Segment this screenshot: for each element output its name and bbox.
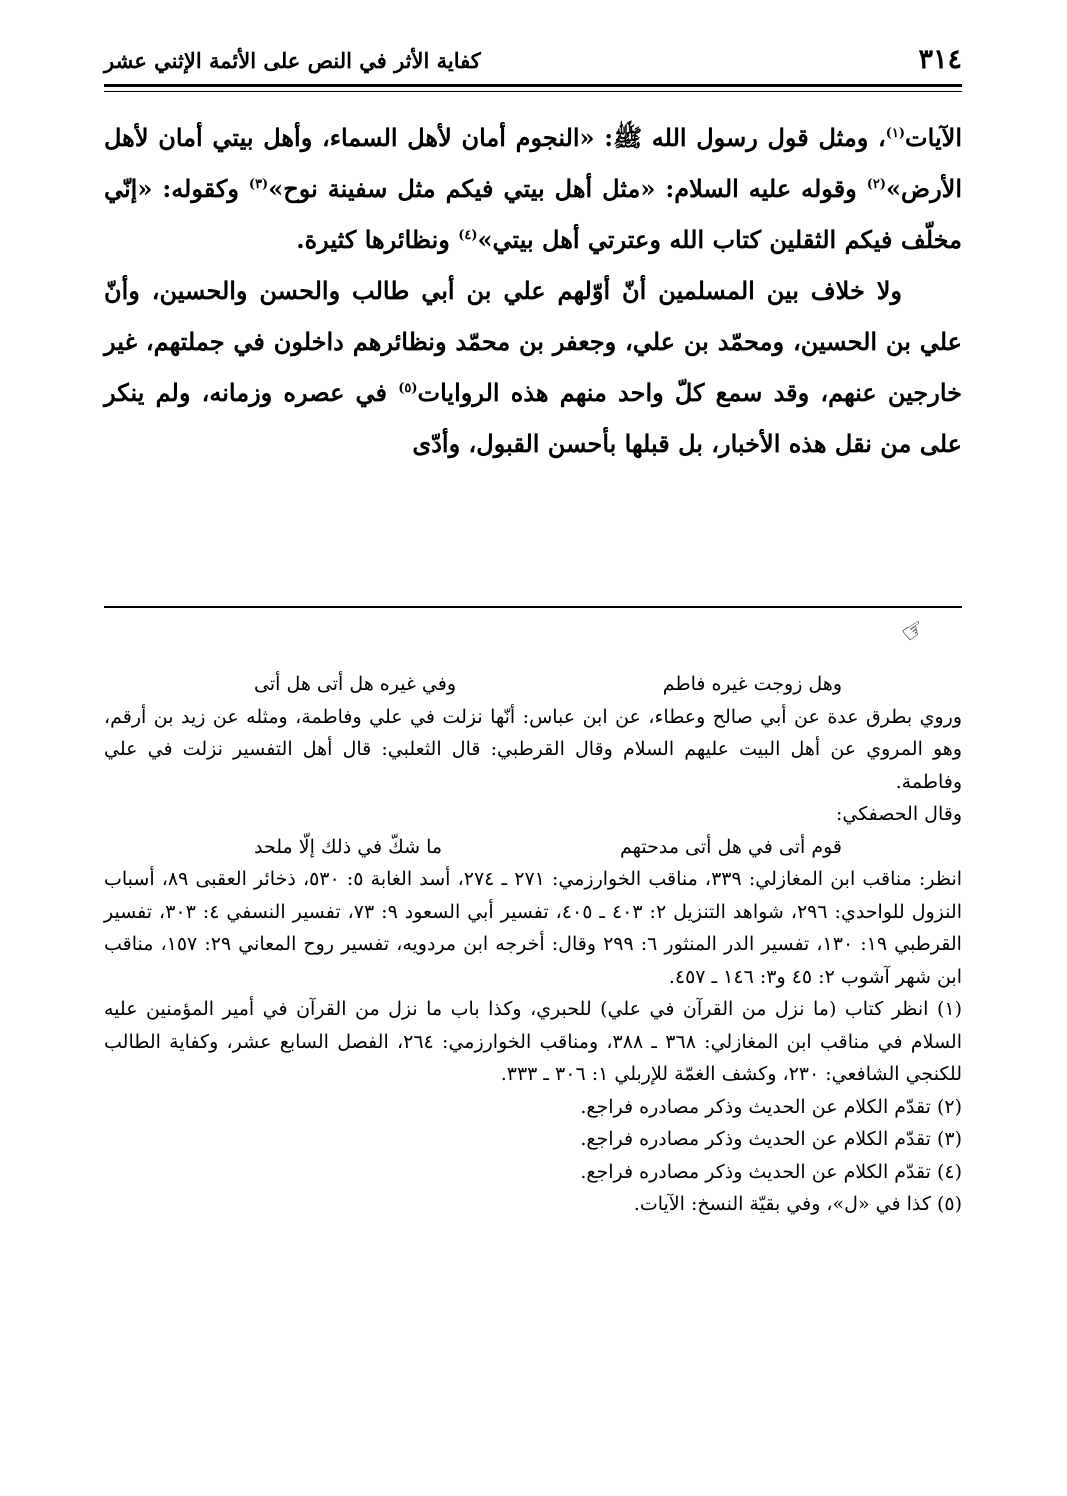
footnote-2: (٢) تقدّم الكلام عن الحديث وذكر مصادره فراجع.	[580, 1095, 962, 1118]
footnote-5: (٥) كذا في «ل»، وفي بقيّة النسخ: الآيات.	[633, 1193, 962, 1215]
footnote-ref-2[interactable]: (٢)	[866, 177, 887, 192]
footnote-3: (٣) تقدّم الكلام عن الحديث وذكر مصادره فراجع.	[580, 1128, 962, 1150]
footnote-ref-4[interactable]: (٤)	[458, 228, 478, 243]
main-paragraph-1: الآيات$^{(١)}$، ومثل قول رسول الله ﷺ: «النجوم أمان لأهل السماء، وأهل بيتي أمان لأهل الأرض»$^{(٢)}$ وقوله عليه السلام: «مثل أهل بيتي فيكم مثل سفينة نوح»$^{(٣)}$ وكقوله: «إنّي مخلّف فيكم الثقلين كتاب الله وعترتي أهل بيتي»$^{(٤)}$ ونظائرها كثيرة.	[104, 123, 963, 254]
main-paragraph-2: ولا خلاف بين المسلمين أنّ أوّلهم علي بن أبي طالب والحسن والحسين، وأنّ علي بن الحسين، ومحمّد بن علي، وجعفر بن محمّد ونظائرهم داخلون في جملتهم، غير خارجين عنهم، وقد سمع كلّ واحد منهم هذه الروايات$^{(٥)}$ في عصره وزمانه، ولم ينكر على من نقل هذه الأخبار، بل قبلها بأحسن القبول، وأدّى	[104, 276, 963, 458]
footnotes	[104, 668, 962, 1221]
pointing-hand-icon: ☞	[895, 612, 932, 650]
page-number: ٣١٤	[918, 44, 962, 75]
footnote-1: (١) انظر كتاب (ما نزل من القرآن في علي) للحبري، وكذا باب ما نزل من القرآن في أمير المؤمنين عليه السلام في مناقب ابن المغازلي: ٣٦٨ ـ ٣٨٨، ومناقب الخوارزمي: ٢٦٤، الفصل السابع عشر، وكفاية الطالب للكنجي الشافعي: ٢٣٠، وكشف الغمّة للإربلي ١: ٣٠٦ ـ ٣٣٣.	[104, 998, 962, 1085]
footnote-prose-2: وقال الحصفكي:	[835, 803, 962, 825]
footnote-ref-3[interactable]: (٣)	[248, 177, 269, 192]
footnote-4: (٤) تقدّم الكلام عن الحديث وذكر مصادره فراجع.	[580, 1160, 962, 1183]
verse-1	[104, 668, 962, 701]
verse-2-right: قوم أتى في هل أتى مدحتهم	[619, 835, 842, 858]
page-header	[104, 40, 962, 82]
footnote-sources: انظر: مناقب ابن المغازلي: ٣٣٩، مناقب الخوارزمي: ٢٧١ ـ ٢٧٤، أسد الغابة ٥: ٥٣٠، ذخائر العقبى ٨٩، أسباب النزول للواحدي: ٢٩٦، شواهد التنزيل ٢: ٤٠٣ ـ ٤٠٥، تفسير أبي السعود ٩: ٧٣، تفسير النسفي ٤: ٣٠٣، تفسير القرطبي ١٩: ١٣٠، تفسير الدر المنثور ٦: ٢٩٩ وقال: أخرجه ابن مردويه، تفسير روح المعاني ٢٩: ١٥٧، مناقب ابن شهر آشوب ٢: ٤٥ و٣: ١٤٦ ـ ٤٥٧.	[104, 868, 963, 988]
main-text	[104, 112, 962, 469]
verse-1-right: وهل زوجت غيره فاطم	[662, 673, 842, 695]
footnote-separator	[104, 606, 962, 608]
running-title: كفاية الأثر في النص على الأئمة الإثني عشر	[104, 48, 481, 73]
footnote-ref-5[interactable]: (٥)	[398, 381, 418, 396]
verse-2	[104, 831, 962, 864]
verse-1-left: وفي غيره هل أتى هل أتى	[254, 673, 457, 695]
header-rule-thick	[104, 84, 962, 87]
verse-2-left: ما شكّ في ذلك إلّا ملحد	[254, 835, 443, 858]
footnote-prose-1: وروي بطرق عدة عن أبي صالح وعطاء، عن ابن عباس: أنّها نزلت في علي وفاطمة، ومثله عن زيد بن أرقم، وهو المروي عن أهل البيت عليهم السلام وقال القرطبي: قال الثعلبي: قال أهل التفسير نزلت في علي وفاطمة.	[104, 705, 962, 793]
header-rule-thin	[104, 91, 962, 92]
footnote-ref-1[interactable]: (١)	[885, 126, 906, 141]
